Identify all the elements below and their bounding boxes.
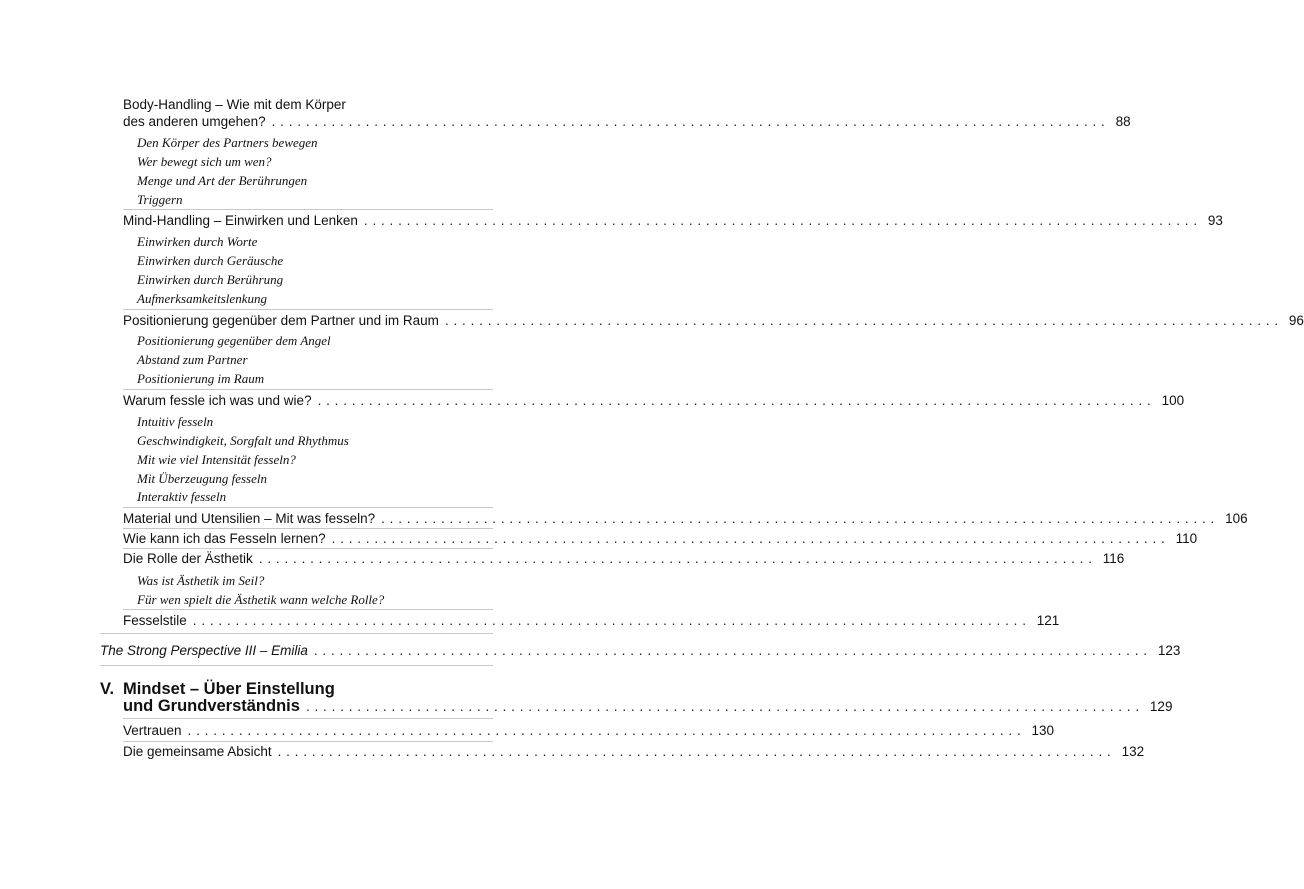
divider (123, 548, 493, 549)
toc-subentry: Wer bewegt sich um wen? (137, 154, 272, 169)
page-number: 88 (1115, 114, 1131, 129)
page-number: 96 (1288, 313, 1304, 328)
dot-leader: .................................................................................................. (313, 643, 1152, 658)
toc-entry-warum (123, 392, 1185, 410)
toc-subentry: Intuitiv fesseln (137, 414, 214, 429)
dot-leader: .................................................................................................. (277, 744, 1116, 759)
chapter-number: V. (100, 680, 115, 698)
dot-leader: .................................................................................................. (258, 551, 1097, 566)
page-number: 106 (1225, 511, 1248, 526)
divider (100, 633, 493, 634)
page-number: 132 (1121, 744, 1145, 759)
divider (123, 718, 493, 719)
toc-subentry: Einwirken durch Berührung (137, 272, 284, 287)
page-number: 100 (1161, 393, 1185, 408)
toc-subentry: Mit wie viel Intensität fesseln? (137, 452, 296, 467)
entry-title: Fesselstile (123, 613, 187, 628)
entry-line2 (123, 113, 1131, 131)
entry-title: Mind-Handling – Einwirken und Lenken (123, 213, 358, 228)
toc-entry-mind-handling (123, 212, 1223, 230)
dot-leader: .................................................................................................. (381, 511, 1220, 526)
entry-title: Die gemeinsame Absicht (123, 744, 272, 759)
dot-leader: .................................................................................................. (192, 613, 1031, 628)
page-number: 121 (1036, 613, 1060, 628)
divider (123, 389, 493, 390)
entry-title: Material und Utensilien – Mit was fesseln? (123, 511, 376, 526)
toc-entry-aesthetik (123, 550, 1125, 568)
toc-subentry: Triggern (137, 192, 183, 207)
chapter-title-line1: Mindset – Über Einstellung (123, 680, 335, 698)
dot-leader: .................................................................................................. (305, 699, 1144, 714)
toc-subentry: Aufmerksamkeitslenkung (137, 291, 267, 306)
entry-title: Positionierung gegenüber dem Partner und im Raum (123, 313, 439, 328)
toc-subentry: Positionierung im Raum (137, 371, 265, 386)
toc-subentry: Einwirken durch Geräusche (137, 253, 284, 268)
toc-entry-vertrauen (123, 722, 1055, 740)
toc-subentry: Abstand zum Partner (137, 352, 248, 367)
divider (123, 609, 493, 610)
entry-title-line2: des anderen umgehen? (123, 114, 266, 129)
page-number: 123 (1157, 643, 1181, 658)
toc-subentry: Den Körper des Partners bewegen (137, 135, 318, 150)
page-number: 130 (1031, 723, 1055, 738)
entry-title: Wie kann ich das Fesseln lernen? (123, 531, 326, 546)
entry-title: The Strong Perspective III – Emilia (100, 643, 308, 658)
toc-subentry: Geschwindigkeit, Sorgfalt und Rhythmus (137, 433, 349, 448)
divider (100, 665, 493, 666)
toc-entry-absicht (123, 743, 1145, 761)
toc-subentry: Interaktiv fesseln (137, 489, 227, 504)
page-number: 116 (1102, 551, 1125, 566)
dot-leader: .................................................................................................. (363, 213, 1202, 228)
divider (123, 507, 493, 508)
dot-leader: .................................................................................................. (331, 531, 1170, 546)
toc-subentry: Positionierung gegenüber dem Angel (137, 333, 331, 348)
page-number: 110 (1175, 531, 1198, 546)
divider (123, 309, 493, 310)
entry-title: Die Rolle der Ästhetik (123, 551, 253, 566)
page-number: 129 (1149, 699, 1173, 714)
entry-title-line1: Body-Handling – Wie mit dem Körper (123, 97, 346, 112)
entry-title: Vertrauen (123, 723, 182, 738)
toc-subentry: Was ist Ästhetik im Seil? (137, 573, 265, 588)
toc-entry-chapter (123, 697, 1173, 716)
toc-entry-material (123, 510, 1248, 528)
toc-subentry: Für wen spielt die Ästhetik wann welche Rolle? (137, 592, 385, 607)
toc-subentry: Einwirken durch Worte (137, 234, 258, 249)
chapter-title-line2: und Grundverständnis (123, 697, 300, 715)
toc-subentry: Mit Überzeugung fesseln (137, 471, 267, 486)
page-number: 93 (1207, 213, 1223, 228)
toc-entry-perspective (100, 642, 1181, 660)
divider (123, 209, 493, 210)
dot-leader: .................................................................................................. (187, 723, 1026, 738)
divider (123, 741, 493, 742)
toc-entry-fesselstile (123, 612, 1060, 630)
toc-entry-positionierung (123, 312, 1304, 330)
divider (123, 528, 493, 529)
dot-leader: .................................................................................................. (444, 313, 1283, 328)
dot-leader: .................................................................................................. (271, 114, 1110, 129)
dot-leader: .................................................................................................. (317, 393, 1156, 408)
entry-title: Warum fessle ich was und wie? (123, 393, 312, 408)
toc-entry-lernen (123, 530, 1198, 548)
toc-subentry: Menge und Art der Berührungen (137, 173, 308, 188)
